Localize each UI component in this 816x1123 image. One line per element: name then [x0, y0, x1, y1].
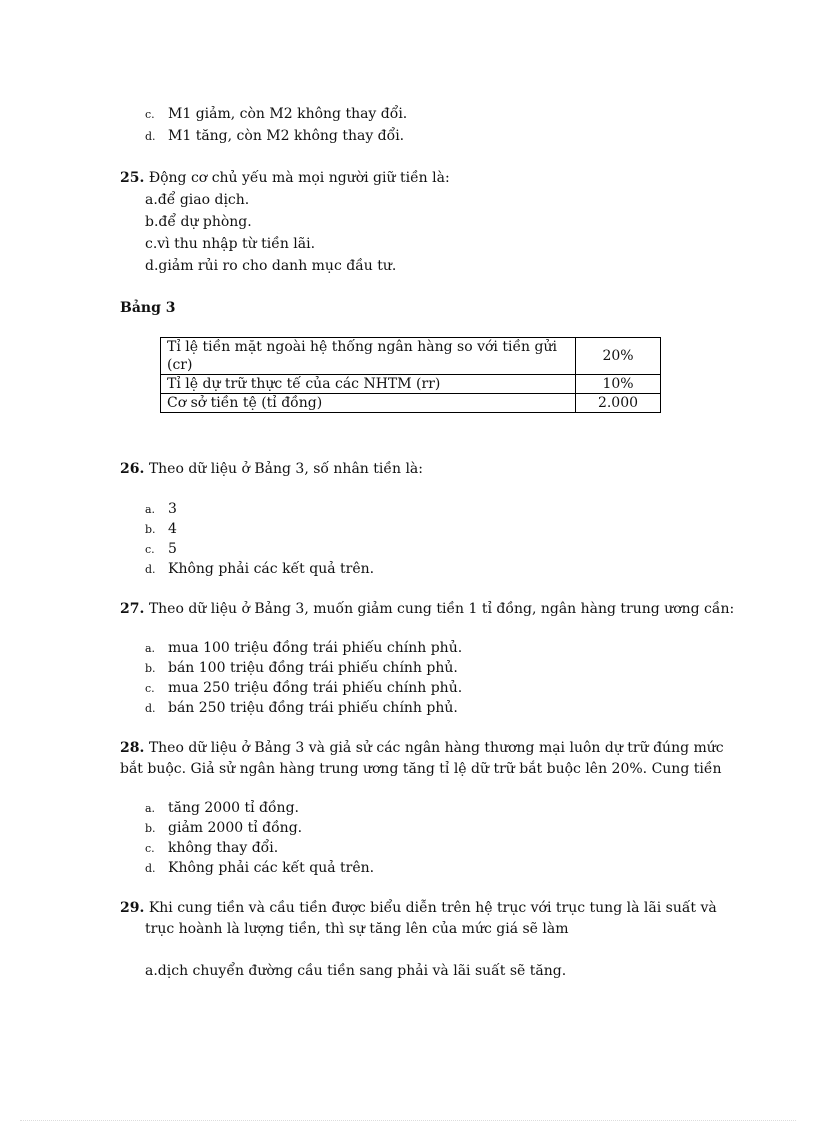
- table-cell-value: 20%: [576, 338, 661, 375]
- question-number: 29.: [120, 900, 145, 916]
- option-label: b.: [145, 822, 156, 835]
- option-label: d.: [145, 563, 156, 576]
- table-cell-label: Tỉ lệ dự trữ thực tế của các NHTM (rr): [161, 375, 576, 394]
- option-text: M1 tăng, còn M2 không thay đổi.: [168, 128, 405, 144]
- option-label: c.: [145, 682, 155, 695]
- question-26: [120, 460, 423, 478]
- option-label: c.: [145, 842, 155, 855]
- question-text: Động cơ chủ yếu mà mọi người giữ tiền là:: [148, 170, 450, 186]
- question-text-continued: trục hoành là lượng tiền, thì sự tăng lên của mức giá sẽ làm: [145, 921, 569, 937]
- table-row: [161, 394, 661, 413]
- table-row: [161, 375, 661, 394]
- question-text: Theo dữ liệu ở Bảng 3 và giả sử các ngân hàng thương mại luôn dự trữ đúng mức: [148, 740, 724, 756]
- option-text: Không phải các kết quả trên.: [168, 860, 375, 876]
- data-table: [160, 337, 661, 413]
- option-text: mua 100 triệu đồng trái phiếu chính phủ.: [168, 640, 463, 656]
- table-row: [161, 338, 661, 375]
- option-label: d.: [145, 130, 156, 143]
- question-number: 27.: [120, 601, 145, 617]
- option-text: bán 250 triệu đồng trái phiếu chính phủ.: [168, 700, 458, 716]
- question-29: [120, 899, 717, 917]
- option-label: b.: [145, 523, 156, 536]
- option-text: M1 giảm, còn M2 không thay đổi.: [168, 106, 408, 122]
- option-label: b.: [145, 662, 156, 675]
- option-text: 4: [168, 521, 177, 537]
- question-text: Theo dữ liệu ở Bảng 3, muốn giảm cung tiền 1 tỉ đồng, ngân hàng trung ương cần:: [148, 601, 735, 617]
- question-text: Theo dữ liệu ở Bảng 3, số nhân tiền là:: [148, 461, 423, 477]
- page-bottom-divider: [20, 1120, 796, 1121]
- option-text: 5: [168, 541, 177, 557]
- option-label: c.: [145, 108, 155, 121]
- table-cell-label: Cơ sở tiền tệ (tỉ đồng): [161, 394, 576, 413]
- option-text: Không phải các kết quả trên.: [168, 561, 375, 577]
- option-label: d.: [145, 862, 156, 875]
- question-number: 25.: [120, 170, 145, 186]
- option-text: không thay đổi.: [168, 840, 279, 856]
- table-cell-value: 10%: [576, 375, 661, 394]
- question-number: 26.: [120, 461, 145, 477]
- question-text-continued: bắt buộc. Giả sử ngân hàng trung ương tăng tỉ lệ dữ trữ bắt buộc lên 20%. Cung tiền: [120, 761, 722, 777]
- option-label: c.: [145, 543, 155, 556]
- option-text: b.để dự phòng.: [145, 214, 252, 230]
- option-text: d.giảm rủi ro cho danh mục đầu tư.: [145, 258, 397, 274]
- option-label: a.: [145, 503, 156, 516]
- table-title: Bảng 3: [120, 300, 176, 316]
- option-label: a.: [145, 642, 156, 655]
- table-cell-value: 2.000: [576, 394, 661, 413]
- table-cell-label: Tỉ lệ tiền mặt ngoài hệ thống ngân hàng so với tiền gửi (cr): [161, 338, 576, 375]
- question-text: Khi cung tiền và cầu tiền được biểu diễn trên hệ trục với trục tung là lãi suất và: [148, 900, 717, 916]
- option-text: c.vì thu nhập từ tiền lãi.: [145, 236, 316, 252]
- option-text: giảm 2000 tỉ đồng.: [168, 820, 303, 836]
- option-label: a.: [145, 802, 156, 815]
- question-28: [120, 739, 724, 757]
- option-text: a.dịch chuyển đường cầu tiền sang phải và lãi suất sẽ tăng.: [145, 963, 567, 979]
- question-27: [120, 600, 734, 618]
- option-text: 3: [168, 501, 177, 517]
- question-number: 28.: [120, 740, 145, 756]
- question-25: [120, 169, 450, 187]
- option-text: tăng 2000 tỉ đồng.: [168, 800, 299, 816]
- option-text: mua 250 triệu đồng trái phiếu chính phủ.: [168, 680, 463, 696]
- option-text: a.để giao dịch.: [145, 192, 250, 208]
- option-label: d.: [145, 702, 156, 715]
- option-text: bán 100 triệu đồng trái phiếu chính phủ.: [168, 660, 458, 676]
